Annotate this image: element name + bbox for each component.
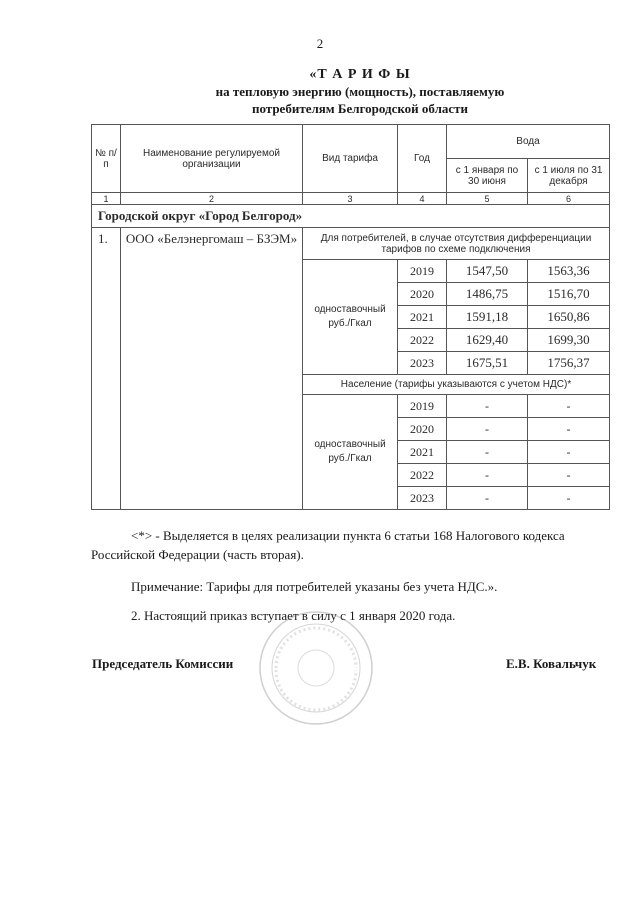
header-water: Вода bbox=[447, 125, 610, 159]
tariff-value: - bbox=[528, 487, 610, 510]
header-tariff-type: Вид тарифа bbox=[303, 125, 398, 193]
year-cell: 2019 bbox=[398, 260, 447, 283]
tariff-value: - bbox=[528, 441, 610, 464]
region-heading: Городской округ «Город Белгород» bbox=[92, 205, 610, 228]
header-year: Год bbox=[398, 125, 447, 193]
title-line-3: потребителям Белгородской области bbox=[251, 101, 469, 116]
tariff-type-consumers: одноставочный руб./Гкал bbox=[303, 260, 398, 375]
column-number: 6 bbox=[528, 193, 610, 205]
tariff-value: - bbox=[447, 487, 528, 510]
tariff-value: - bbox=[528, 395, 610, 418]
year-cell: 2023 bbox=[398, 487, 447, 510]
group-title-consumers: Для потребителей, в случае отсутствия дифференциации тарифов по схеме подключения bbox=[303, 228, 610, 260]
tariff-table bbox=[91, 124, 610, 510]
column-number: 2 bbox=[121, 193, 303, 205]
organization-name: ООО «Белэнергомаш – БЗЭМ» bbox=[121, 228, 303, 510]
tariff-value: - bbox=[447, 441, 528, 464]
tariff-value: 1699,30 bbox=[528, 329, 610, 352]
year-cell: 2023 bbox=[398, 352, 447, 375]
tariff-value: - bbox=[528, 464, 610, 487]
tariff-value: 1675,51 bbox=[447, 352, 528, 375]
footnote-line-1: <*> - Выделяется в целях реализации пункта 6 статьи 168 Налогового кодекса bbox=[131, 528, 565, 543]
tariff-value: - bbox=[447, 418, 528, 441]
group-title-population: Население (тарифы указываются с учетом НДС)* bbox=[303, 375, 610, 395]
year-cell: 2020 bbox=[398, 418, 447, 441]
title-line-1: «Т А Р И Ф Ы bbox=[309, 67, 411, 82]
official-seal bbox=[256, 608, 376, 728]
column-number: 5 bbox=[447, 193, 528, 205]
header-period-1: с 1 января по 30 июня bbox=[447, 159, 528, 193]
year-cell: 2022 bbox=[398, 464, 447, 487]
column-number: 3 bbox=[303, 193, 398, 205]
year-cell: 2020 bbox=[398, 283, 447, 306]
signer-title: Председатель Комиссии bbox=[92, 656, 234, 671]
signer-name: Е.В. Ковальчук bbox=[506, 656, 597, 671]
tariff-value: 1650,86 bbox=[528, 306, 610, 329]
tariff-value: - bbox=[447, 395, 528, 418]
footnote-line-2: Российской Федерации (часть вторая). bbox=[91, 547, 304, 562]
tariff-type-population: одноставочный руб./Гкал bbox=[303, 395, 398, 510]
tariff-value: 1486,75 bbox=[447, 283, 528, 306]
year-cell: 2021 bbox=[398, 441, 447, 464]
tariff-value: 1591,18 bbox=[447, 306, 528, 329]
tariff-value: 1756,37 bbox=[528, 352, 610, 375]
title-line-2: на тепловую энергию (мощность), поставляемую bbox=[215, 84, 505, 99]
document-title bbox=[170, 66, 550, 117]
header-org: Наименование регулируемой организации bbox=[121, 125, 303, 193]
column-number: 1 bbox=[92, 193, 121, 205]
header-period-2: с 1 июля по 31 декабря bbox=[528, 159, 610, 193]
year-cell: 2021 bbox=[398, 306, 447, 329]
tariff-value: - bbox=[447, 464, 528, 487]
note-text: Примечание: Тарифы для потребителей указаны без учета НДС.». bbox=[131, 579, 498, 594]
tariff-value: 1516,70 bbox=[528, 283, 610, 306]
page-number: 2 bbox=[316, 36, 324, 51]
clause-2-text: 2. Настоящий приказ вступает в силу с 1 января 2020 года. bbox=[131, 608, 456, 623]
header-num: № п/п bbox=[92, 125, 121, 193]
year-cell: 2019 bbox=[398, 395, 447, 418]
tariff-value: - bbox=[528, 418, 610, 441]
tariff-value: 1547,50 bbox=[447, 260, 528, 283]
year-cell: 2022 bbox=[398, 329, 447, 352]
tariff-value: 1629,40 bbox=[447, 329, 528, 352]
tariff-value: 1563,36 bbox=[528, 260, 610, 283]
row-number: 1. bbox=[92, 228, 121, 510]
column-number: 4 bbox=[398, 193, 447, 205]
